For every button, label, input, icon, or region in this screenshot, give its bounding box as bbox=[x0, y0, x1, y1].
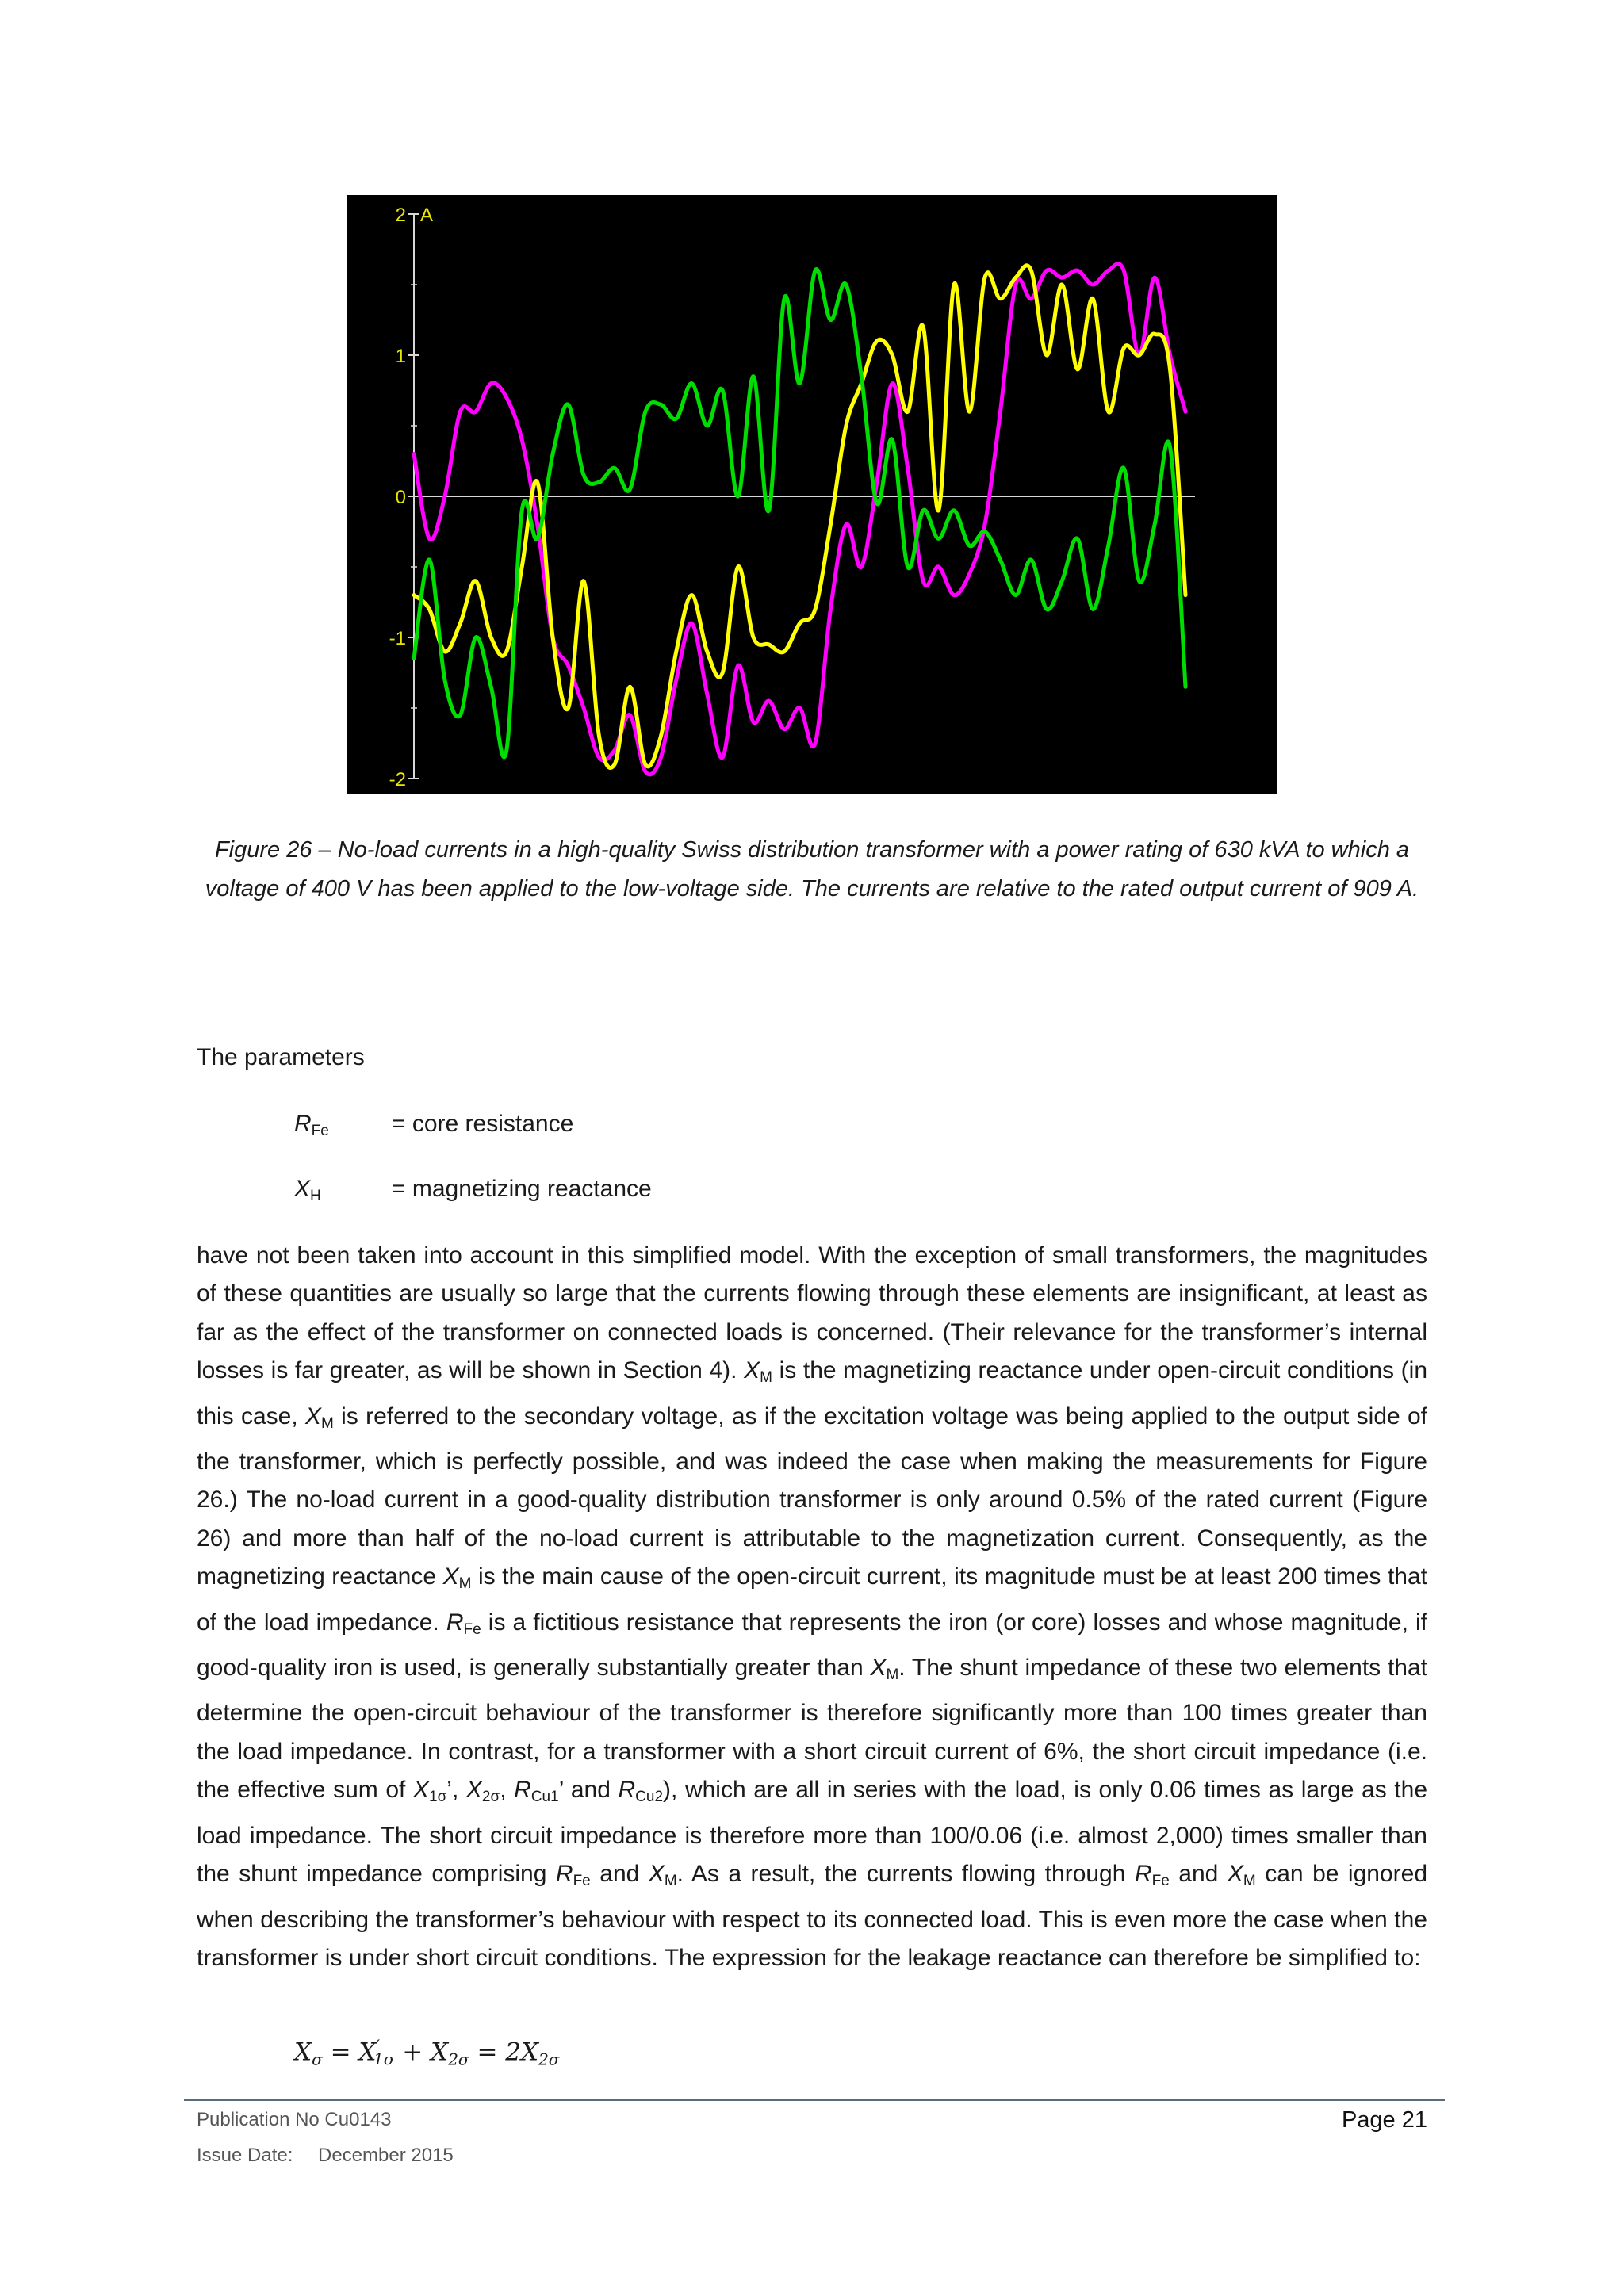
footer-divider bbox=[184, 2099, 1445, 2101]
footer-publication: Publication No Cu0143 bbox=[197, 2109, 392, 2130]
y-tick-label: -2 bbox=[389, 769, 406, 790]
parameter-description: = core resistance bbox=[392, 1111, 574, 1137]
parameter-xh bbox=[294, 1172, 652, 1214]
footer-issue-date: December 2015 bbox=[318, 2145, 454, 2166]
footer-issue-label: Issue Date: bbox=[197, 2145, 293, 2166]
parameter-rfe bbox=[294, 1107, 573, 1149]
unit-label: A bbox=[420, 205, 434, 226]
parameter-description: = magnetizing reactance bbox=[392, 1176, 652, 1202]
parameters-lead: The parameters bbox=[197, 1044, 365, 1070]
figure-oscillogram bbox=[347, 195, 1277, 794]
leakage-reactance-formula: $X_\sigma = X'_{1\sigma} + X_{2\sigma} = 2X_{2\sigma}$ bbox=[294, 2036, 560, 2069]
page-number: Page 21 bbox=[1341, 2107, 1427, 2133]
y-tick-label: 0 bbox=[395, 487, 406, 508]
line-chart bbox=[347, 195, 1277, 794]
y-tick-label: -1 bbox=[389, 628, 406, 649]
parameter-symbol: $R_{Fe}$ bbox=[294, 1111, 329, 1139]
y-tick-label: 1 bbox=[395, 346, 406, 367]
figure-caption: Figure 26 – No-load currents in a high-quality Swiss distribution transformer with a power rating of 630 kVA to which a voltage of 400 V has been applied to the low-voltage side. The currents are relative to the rated output current of 909 A. bbox=[205, 837, 1419, 901]
parameter-symbol: $X_H$ bbox=[294, 1176, 321, 1204]
y-tick-label: 2 bbox=[395, 205, 406, 226]
body-paragraph: have not been taken into account in this simplified model. With the exception of small transformers, the magnitudes of these quantities are usually so large that the currents flowing through these elements are insignificant, at least as far as the effect of the transformer on connected loads is concerned. (Their relevance for the transformer’s internal losses is far greater, as will be shown in Section 4). $X_M$ is the magnetizing reactance under open-circuit conditions (in this case, $X_M$ is referred to the secondary voltage, as if the excitation voltage was being applied to the output side of the transformer, which is perfectly possible, and was indeed the case when making the measurements for Figure 26.) The no-load current in a good-quality distribution transformer is only around 0.5% of the rated current (Figure 26) and more than half of the no-load current is attributable to the magnetization current. Consequently, as the magnetizing reactance $X_M$ is the main cause of the open-circuit current, its magnitude must be at least 200 times that of the load impedance. $R_{Fe}$ is a fictitious resistance that represents the iron (or core) losses and whose magnitude, if good-quality iron is used, is generally substantially greater than $X_M$. The shunt impedance of these two elements that determine the open-circuit behaviour of the transformer is therefore significantly more than 100 times greater than the load impedance. In contrast, for a transformer with a short circuit current of 6%, the short circuit impedance (i.e. the effective sum of $X_{1\sigma}$’, $X_{2\sigma}$, $R_{Cu1}$’ and $R_{Cu2}$), which are all in series with the load, is only 0.06 times as large as the load impedance. The short circuit impedance is therefore more than 100/0.06 (i.e. almost 2,000) times smaller than the shunt impedance comprising $R_{Fe}$ and $X_M$. As a result, the currents flowing through $R_{Fe}$ and $X_M$ can be ignored when describing the transformer’s behaviour with respect to its connected load. This is even more the case when the transformer is under short circuit conditions. The expression for the leakage reactance can therefore be simplified to: bbox=[197, 1242, 1428, 1971]
